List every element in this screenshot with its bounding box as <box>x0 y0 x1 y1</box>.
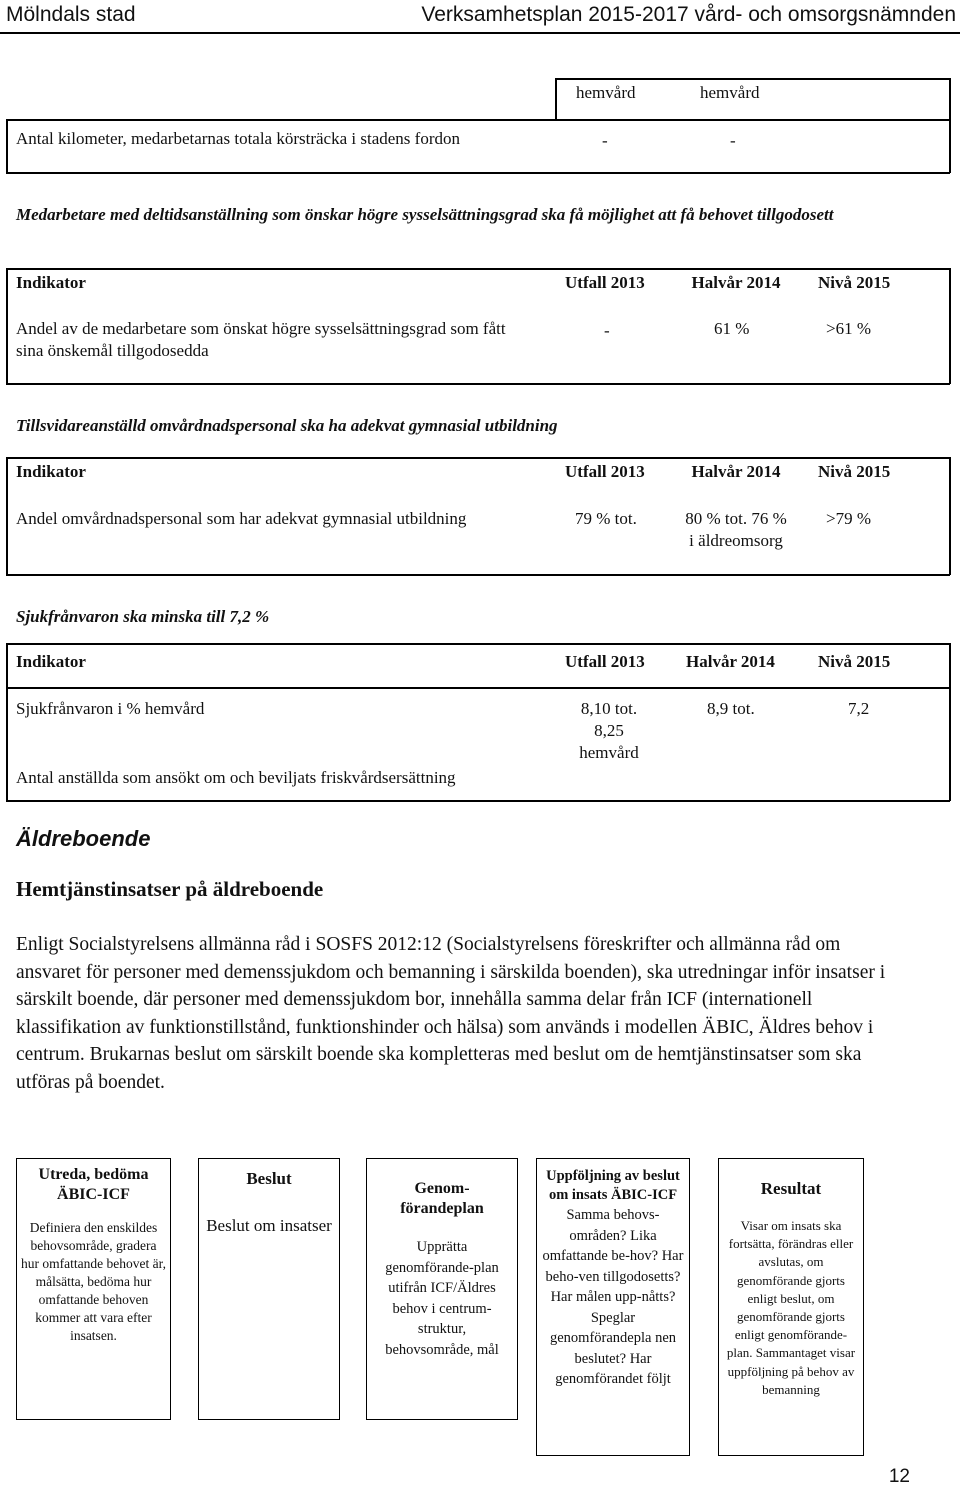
header-utfall: Utfall 2013 <box>565 652 645 671</box>
value-niva: >79 % <box>826 509 871 528</box>
step-text: Beslut om insatser <box>206 1216 332 1235</box>
header-niva: Nivå 2015 <box>818 652 891 671</box>
page-header <box>0 0 960 34</box>
step-title: Beslut <box>246 1169 292 1188</box>
step-text: Samma behovs-områden? Lika omfattande be-hov? Har beho-ven tillgodosetts? Har målen upp-nåtts? Speglar genomförandepla nen beslutet? Har genomförandet följt <box>542 1207 684 1387</box>
row-label: Antal kilometer, medarbetarnas totala körsträcka i stadens fordon <box>16 129 460 148</box>
value-halvar: 61 % <box>714 319 750 338</box>
header-indikator: Indikator <box>16 652 86 671</box>
section-title: Äldreboende <box>16 826 151 851</box>
header-halvar: Halvår 2014 <box>686 652 775 671</box>
value-utfall: - <box>604 321 610 340</box>
goal-1-title: Medarbetare med deltidsanställning som önskar högre sysselsättningsgrad ska få möjlighet att få behovet tillgodosett <box>16 205 834 224</box>
goal-2-title: Tillsvidareanställd omvårdnadspersonal ska ha adekvat gymnasial utbildning <box>16 416 558 435</box>
header-utfall: Utfall 2013 <box>565 273 645 292</box>
goal-3-title: Sjukfrånvaron ska minska till 7,2 % <box>16 607 270 626</box>
page-number: 12 <box>888 1466 910 1487</box>
step-title: Resultat <box>760 1179 822 1198</box>
header-niva: Nivå 2015 <box>818 273 891 292</box>
process-step-resultat <box>718 1158 864 1456</box>
value-utfall: 79 % tot. <box>575 509 637 528</box>
section-paragraph: Enligt Socialstyrelsens allmänna råd i SOSFS 2012:12 (Socialstyrelsens föreskrifter och allmänna råd om ansvaret för personer med demenssjukdom och bemanning i särskilda boenden), ska utredningar inför insatser i särskilt boende, där personer med demenssjukdom bor, innehålla samma delar från ICF (internationell klassifikation av funktionstillstånd, funktionshinder och hälsa) som används i modellen ÄBIC, Äldres behov i centrum. Brukarnas beslut om särskilt boende ska kompletteras med beslut om de hemtjänstinsatser som ska utföras på boendet. <box>16 934 886 1093</box>
step-title: Genom-förandeplan <box>400 1180 484 1217</box>
process-step-beslut <box>198 1158 340 1420</box>
process-step-utreda <box>16 1158 171 1420</box>
indicator-label: Andel omvårdnadspersonal som har adekvat gymnasial utbildning <box>16 509 467 528</box>
col-head-2: hemvård <box>700 83 760 102</box>
header-left: Mölndals stad <box>6 3 136 26</box>
value-halvar: 8,9 tot. <box>707 699 755 718</box>
value-utfall: 8,10 tot. 8,25 hemvård <box>579 699 639 762</box>
header-niva: Nivå 2015 <box>818 462 891 481</box>
step-title: Utreda, bedöma ÄBIC-ICF <box>38 1166 149 1203</box>
header-halvar: Halvår 2014 <box>691 273 781 292</box>
step-title: Uppföljning av beslut om insats ÄBIC-ICF <box>546 1168 680 1203</box>
value-niva: 7,2 <box>848 699 870 718</box>
row-value-1: - <box>602 131 608 150</box>
step-text: Upprätta genomförande-plan utifrån ICF/Äldres behov i centrum-struktur, behovsområde, mål <box>385 1239 499 1358</box>
header-utfall: Utfall 2013 <box>565 462 645 481</box>
step-text: Visar om insats ska fortsätta, förändras eller avslutas, om genomförande gjorts enligt beslut, om genomförande gjorts enligt genomförande-plan. Sammantaget visar uppföljning på behov av bemanning <box>726 1218 856 1397</box>
value-niva: >61 % <box>826 319 871 338</box>
process-step-uppfoljning <box>536 1158 690 1456</box>
header-indikator: Indikator <box>16 273 86 292</box>
step-text: Definiera den enskildes behovsområde, gradera hur omfattande behovet är, målsätta, bedöma hur omfattande behoven kommer att vara efter insatsen. <box>21 1220 166 1343</box>
indicator-label-2: Antal anställda som ansökt om och beviljats friskvårdsersättning <box>16 768 456 787</box>
indicator-label: Andel av de medarbetare som önskat högre sysselsättningsgrad som fått sina önskemål tillgodosedda <box>16 319 506 360</box>
value-halvar: 80 % tot. 76 % i äldreomsorg <box>685 509 787 550</box>
col-head-1: hemvård <box>576 83 636 102</box>
row-value-2: - <box>730 131 736 150</box>
header-right: Verksamhetsplan 2015-2017 vård- och omsorgsnämnden <box>421 3 956 26</box>
header-indikator: Indikator <box>16 462 86 481</box>
section-subtitle: Hemtjänstinsatser på äldreboende <box>16 877 324 901</box>
header-halvar: Halvår 2014 <box>691 462 781 481</box>
process-step-genomforandeplan <box>366 1158 518 1420</box>
indicator-label-1: Sjukfrånvaron i % hemvård <box>16 699 205 718</box>
